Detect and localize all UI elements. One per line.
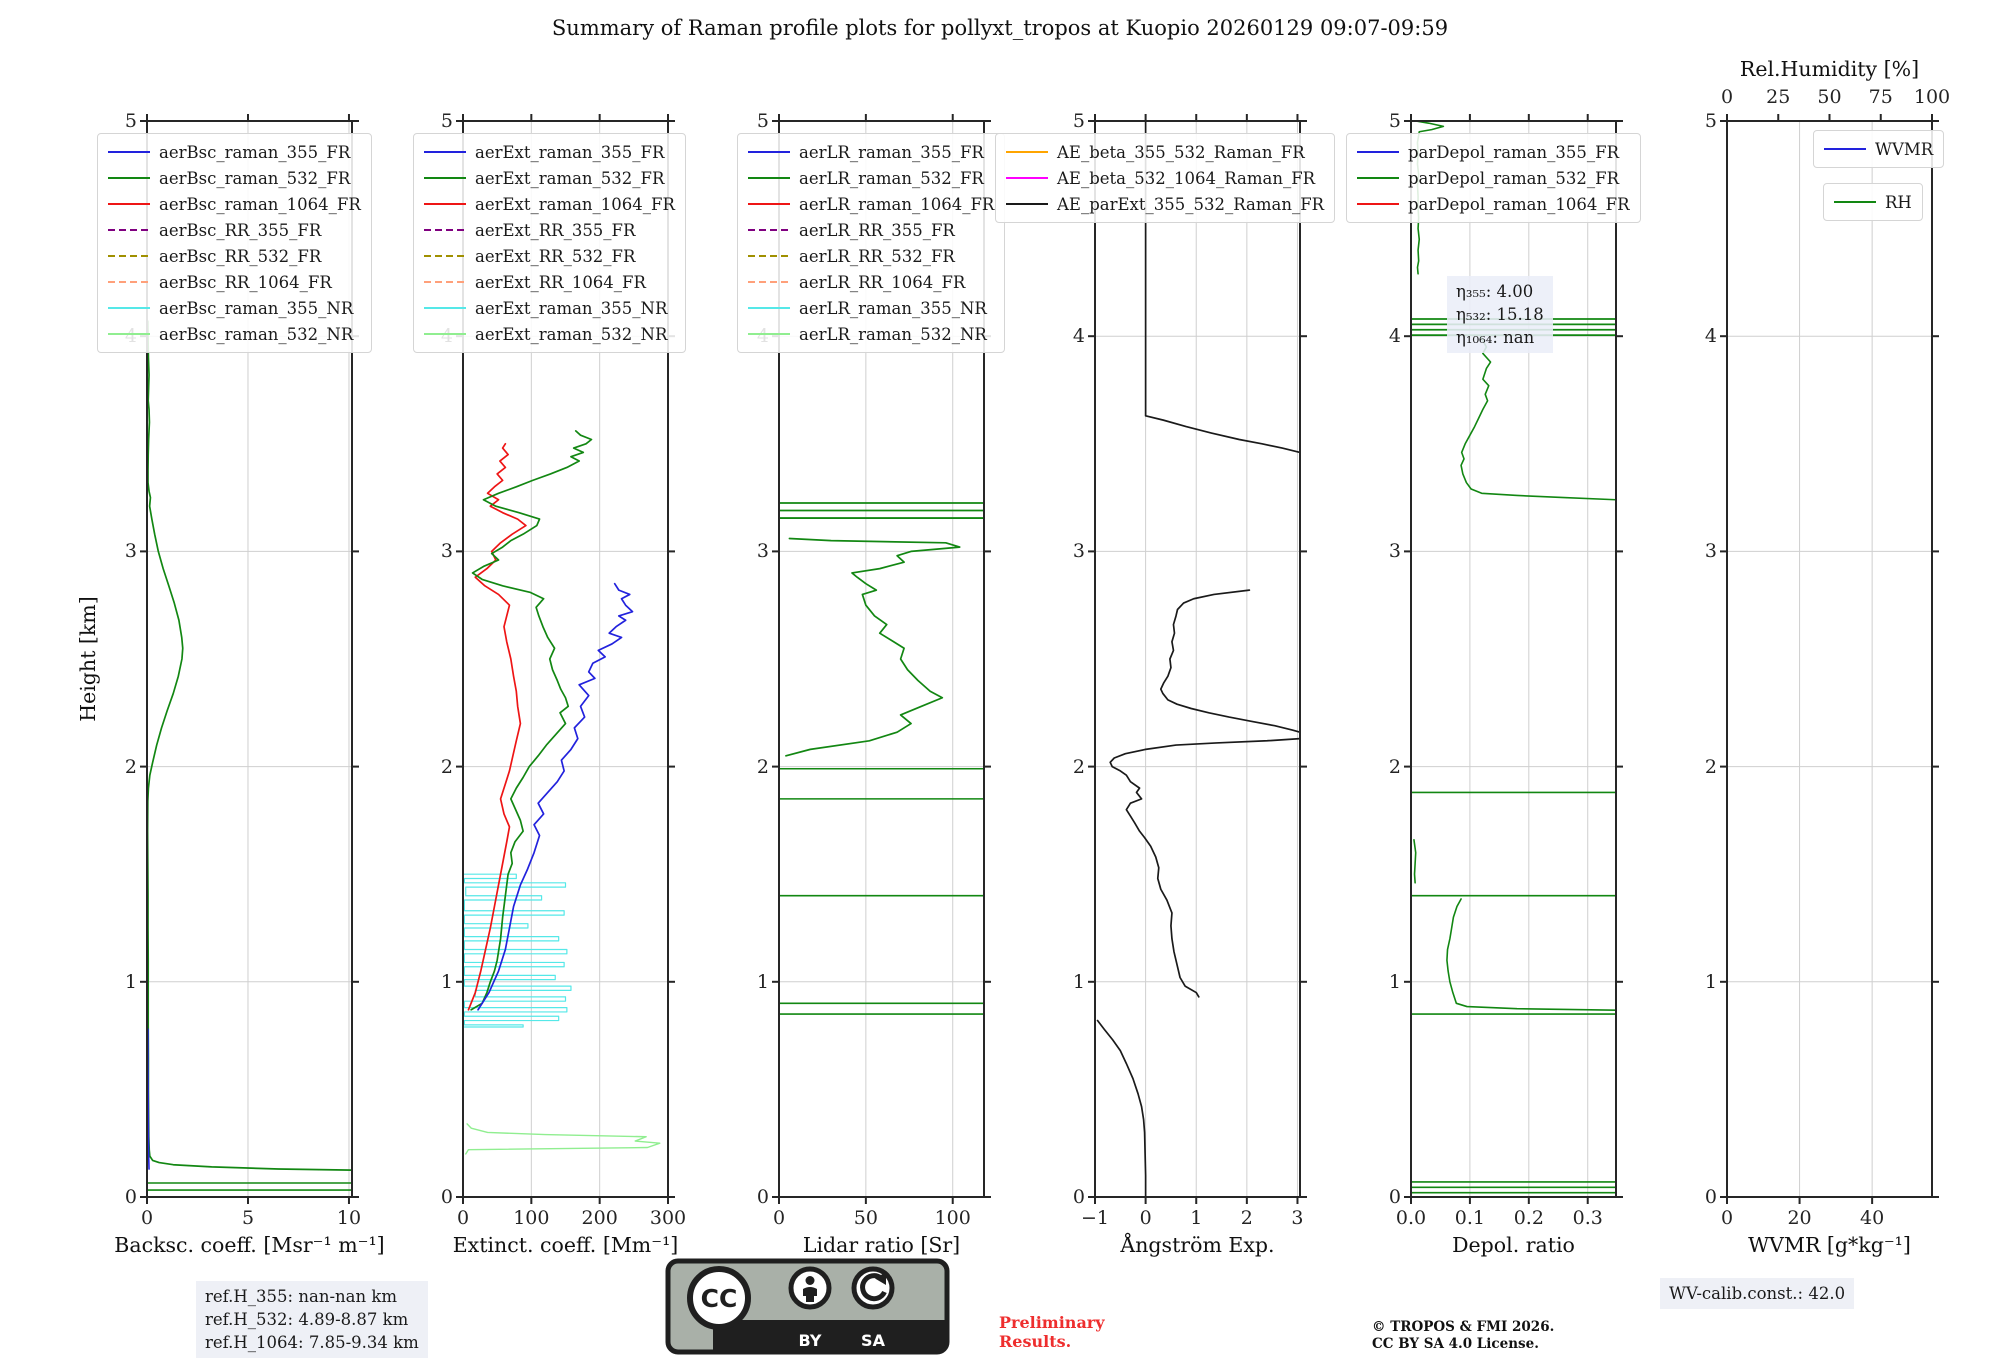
legend-line-sample	[748, 203, 790, 205]
legend-entry	[108, 269, 361, 295]
legend-line-sample	[748, 281, 790, 283]
x-tick-label: −1	[1080, 1207, 1109, 1229]
legend-line-sample	[108, 203, 150, 205]
series-line	[148, 321, 352, 1170]
legend-entry	[748, 217, 994, 243]
legend-entry	[748, 295, 994, 321]
legend-line-sample	[108, 307, 150, 309]
legend-line-sample	[424, 255, 466, 257]
series-line	[1414, 840, 1416, 883]
legend-entry-label: AE_beta_532_1064_Raman_FR	[1057, 168, 1316, 188]
legend-lidar-ratio	[737, 133, 1005, 353]
legend-line-sample	[1006, 151, 1048, 153]
legend-line-sample	[1824, 148, 1866, 150]
legend-entry-label: aerBsc_RR_532_FR	[159, 246, 322, 266]
legend-entry	[424, 269, 675, 295]
legend-entry-label: aerLR_raman_355_NR	[799, 298, 987, 318]
y-tick-label: 0	[124, 1186, 137, 1208]
legend-entry-label: aerLR_raman_532_FR	[799, 168, 984, 188]
x-tick-label: 0	[140, 1207, 154, 1229]
legend-entry	[108, 191, 361, 217]
legend-entry	[424, 217, 675, 243]
x-axis-label-backscatter: Backsc. coeff. [Msr⁻¹ m⁻¹]	[114, 1233, 385, 1257]
legend-entry-label: parDepol_raman_532_FR	[1408, 168, 1620, 188]
legend-entry	[1834, 189, 1912, 215]
legend-entry	[108, 165, 361, 191]
x-tick-label: 2	[1240, 1207, 1253, 1229]
x-tick-label: 0	[1139, 1207, 1152, 1229]
legend-line-sample	[424, 307, 466, 309]
ref-h-1064: ref.H_1064: 7.85-9.34 km	[205, 1333, 419, 1352]
x-tick-label: 0.0	[1395, 1207, 1427, 1229]
y-tick-label: 5	[1704, 110, 1717, 132]
y-tick-label: 3	[1704, 540, 1717, 563]
top-tick-label: 100	[1913, 86, 1951, 108]
legend-extinction	[413, 133, 686, 353]
legend-line-sample	[424, 177, 466, 179]
legend-entry-label: aerBsc_raman_355_NR	[159, 298, 354, 318]
legend-entry-label: aerBsc_raman_532_FR	[159, 168, 351, 188]
series-line	[1098, 1021, 1146, 1197]
y-tick-label: 4	[1072, 325, 1085, 348]
legend-entry-label: aerLR_RR_532_FR	[799, 246, 955, 266]
legend-entry	[1006, 165, 1324, 191]
y-tick-label: 1	[756, 970, 769, 993]
x-tick-label: 10	[336, 1207, 362, 1229]
legend-entry	[424, 295, 675, 321]
y-tick-label: 1	[124, 970, 137, 993]
legend-entry-label: aerExt_raman_532_NR	[475, 324, 668, 344]
legend-entry-label: aerExt_raman_355_FR	[475, 142, 665, 162]
top-axis-label: Rel.Humidity [%]	[1739, 57, 1920, 81]
series-line	[786, 538, 960, 755]
series-line	[1461, 336, 1616, 500]
x-tick-label: 100	[934, 1207, 971, 1229]
legend-entry	[108, 217, 361, 243]
legend-entry	[748, 191, 994, 217]
series-line	[1110, 739, 1300, 997]
y-tick-label: 4	[1388, 325, 1401, 348]
legend-entry	[424, 191, 675, 217]
page-title: Summary of Raman profile plots for pollyxt_tropos at Kuopio 20260129 09:07-09:59	[551, 16, 1449, 40]
legend-entry-label: AE_beta_355_532_Raman_FR	[1057, 142, 1305, 162]
y-tick-label: 2	[440, 755, 453, 778]
legend-entry	[108, 295, 361, 321]
legend-entry	[748, 321, 994, 347]
x-tick-label: 0.3	[1572, 1207, 1603, 1229]
legend-entry-label: aerLR_RR_1064_FR	[799, 272, 966, 292]
legend-entry-label: WVMR	[1875, 139, 1934, 159]
legend-line-sample	[1834, 201, 1876, 203]
legend-backscatter	[97, 133, 372, 353]
top-tick-label: 75	[1868, 86, 1893, 108]
legend-entry	[1824, 136, 1933, 162]
top-tick-label: 50	[1817, 86, 1842, 108]
y-tick-label: 0	[440, 1186, 453, 1208]
legend-entry	[1357, 139, 1630, 165]
y-tick-label: 0	[1072, 1186, 1085, 1208]
series-line	[1447, 899, 1616, 1010]
legend-line-sample	[108, 229, 150, 231]
legend-entry	[1006, 139, 1324, 165]
eta-355-value: η₃₅₅: 4.00	[1456, 282, 1534, 301]
copyright-text: © TROPOS & FMI 2026. CC BY SA 4.0 License.	[1372, 1319, 1555, 1352]
legend-entry-label: aerExt_raman_532_FR	[475, 168, 665, 188]
legend-entry	[748, 165, 994, 191]
y-tick-label: 3	[756, 540, 769, 563]
x-tick-label: 0.1	[1454, 1207, 1486, 1229]
x-tick-label: 50	[853, 1207, 878, 1229]
legend-entry	[424, 243, 675, 269]
legend-line-sample	[1006, 177, 1048, 179]
legend-wvmr	[1813, 130, 1944, 168]
legend-entry-label: aerLR_raman_1064_FR	[799, 194, 995, 214]
y-tick-label: 5	[1072, 110, 1085, 132]
legend-entry	[424, 139, 675, 165]
eta-1064-value: η₁₀₆₄: nan	[1456, 328, 1535, 347]
legend-entry-label: aerExt_RR_532_FR	[475, 246, 636, 266]
legend-line-sample	[1006, 203, 1048, 205]
cc-by-sa-badge	[665, 1258, 950, 1355]
legend-entry	[1357, 191, 1630, 217]
y-tick-label: 3	[1388, 540, 1401, 563]
legend-entry	[748, 139, 994, 165]
y-tick-label: 5	[756, 110, 769, 132]
legend-line-sample	[1357, 203, 1399, 205]
y-tick-label: 2	[1704, 755, 1717, 778]
legend-entry	[108, 139, 361, 165]
eta-532-value: η₅₃₂: 15.18	[1456, 305, 1544, 324]
y-tick-label: 0	[1704, 1186, 1717, 1208]
legend-line-sample	[108, 151, 150, 153]
legend-line-sample	[748, 255, 790, 257]
x-axis-label-lidar-ratio: Lidar ratio [Sr]	[802, 1233, 961, 1257]
y-tick-label: 0	[756, 1186, 769, 1208]
eta-annotation-box	[1447, 276, 1553, 353]
legend-entry	[424, 321, 675, 347]
y-tick-label: 5	[440, 110, 453, 132]
legend-line-sample	[108, 281, 150, 283]
legend-entry-label: aerExt_RR_1064_FR	[475, 272, 646, 292]
x-tick-label: 0.2	[1513, 1207, 1544, 1229]
legend-entry-label: aerExt_raman_1064_FR	[475, 194, 675, 214]
y-tick-label: 1	[1388, 970, 1401, 993]
y-axis-label: Height [km]	[76, 596, 100, 722]
legend-entry-label: parDepol_raman_1064_FR	[1408, 194, 1630, 214]
legend-wvmr-2	[1823, 183, 1923, 221]
x-tick-label: 20	[1787, 1207, 1812, 1229]
legend-line-sample	[748, 151, 790, 153]
legend-entry-label: aerExt_raman_355_NR	[475, 298, 668, 318]
plot-angstrom	[1083, 109, 1312, 1209]
y-tick-label: 3	[1072, 540, 1085, 563]
legend-depol-ratio	[1346, 133, 1641, 223]
legend-line-sample	[108, 177, 150, 179]
legend-line-sample	[424, 229, 466, 231]
ref-h-355: ref.H_355: nan-nan km	[205, 1287, 397, 1306]
x-tick-label: 3	[1291, 1207, 1304, 1229]
legend-entry-label: aerBsc_raman_355_FR	[159, 142, 351, 162]
ref-h-532: ref.H_532: 4.89-8.87 km	[205, 1310, 409, 1329]
y-tick-label: 2	[1072, 755, 1085, 778]
series-line	[1161, 590, 1300, 732]
legend-entry-label: aerBsc_RR_1064_FR	[159, 272, 332, 292]
legend-line-sample	[108, 255, 150, 257]
legend-entry-label: aerBsc_raman_532_NR	[159, 324, 354, 344]
top-tick-label: 0	[1720, 86, 1734, 108]
x-tick-label: 200	[581, 1207, 618, 1229]
y-tick-label: 1	[440, 970, 453, 993]
legend-entry-label: aerExt_RR_355_FR	[475, 220, 636, 240]
legend-angstrom	[995, 133, 1335, 223]
legend-entry-label: aerBsc_RR_355_FR	[159, 220, 322, 240]
legend-line-sample	[424, 151, 466, 153]
legend-line-sample	[748, 333, 790, 335]
x-tick-label: 0	[1720, 1207, 1734, 1229]
y-tick-label: 5	[1388, 110, 1401, 132]
legend-line-sample	[424, 281, 466, 283]
legend-entry	[108, 243, 361, 269]
x-tick-label: 0	[772, 1207, 786, 1229]
y-tick-label: 2	[756, 755, 769, 778]
x-axis-label-extinction: Extinct. coeff. [Mm⁻¹]	[452, 1233, 679, 1257]
x-tick-label: 0	[456, 1207, 470, 1229]
legend-entry	[1357, 165, 1630, 191]
legend-line-sample	[748, 307, 790, 309]
legend-line-sample	[1357, 177, 1399, 179]
svg-text:BY: BY	[798, 1331, 822, 1350]
y-tick-label: 3	[440, 540, 453, 563]
x-axis-label-wvmr: WVMR [g*kg⁻¹]	[1748, 1233, 1911, 1257]
legend-entry-label: AE_parExt_355_532_Raman_FR	[1057, 194, 1325, 214]
x-axis-label-depol-ratio: Depol. ratio	[1452, 1233, 1575, 1257]
legend-line-sample	[748, 229, 790, 231]
y-tick-label: 3	[124, 540, 137, 563]
legend-entry	[108, 321, 361, 347]
legend-entry	[1006, 191, 1324, 217]
y-tick-label: 2	[124, 755, 137, 778]
y-tick-label: 2	[1388, 755, 1401, 778]
y-tick-label: 5	[124, 110, 137, 132]
legend-entry	[748, 243, 994, 269]
legend-line-sample	[424, 333, 466, 335]
legend-entry	[424, 165, 675, 191]
plot-wvmr	[1715, 109, 1944, 1209]
legend-entry-label: aerLR_RR_355_FR	[799, 220, 955, 240]
legend-entry-label: parDepol_raman_355_FR	[1408, 142, 1620, 162]
x-tick-label: 40	[1860, 1207, 1885, 1229]
x-tick-label: 5	[241, 1207, 255, 1229]
legend-entry	[748, 269, 994, 295]
svg-text:CC: CC	[700, 1284, 738, 1313]
x-tick-label: 1	[1190, 1207, 1203, 1229]
legend-entry-label: aerBsc_raman_1064_FR	[159, 194, 361, 214]
legend-line-sample	[424, 203, 466, 205]
series-line	[468, 444, 525, 1010]
legend-line-sample	[1357, 151, 1399, 153]
series-line	[466, 1124, 660, 1154]
x-axis-label-angstrom: Ångström Exp.	[1120, 1233, 1275, 1257]
legend-entry-label: aerLR_raman_355_FR	[799, 142, 984, 162]
preliminary-results-stamp: Preliminary Results.	[999, 1313, 1105, 1351]
y-tick-label: 0	[1388, 1186, 1401, 1208]
top-tick-label: 25	[1766, 86, 1791, 108]
y-tick-label: 1	[1704, 970, 1717, 993]
y-tick-label: 4	[1704, 325, 1717, 348]
legend-line-sample	[108, 333, 150, 335]
plot-depol-ratio	[1399, 109, 1628, 1209]
wv-calib-box: WV-calib.const.: 42.0	[1660, 1278, 1854, 1309]
y-tick-label: 1	[1072, 970, 1085, 993]
x-tick-label: 100	[513, 1207, 550, 1229]
reference-height-box	[196, 1281, 428, 1358]
legend-line-sample	[748, 177, 790, 179]
svg-text:SA: SA	[861, 1331, 885, 1350]
legend-entry-label: RH	[1885, 192, 1912, 212]
x-tick-label: 300	[649, 1207, 687, 1229]
legend-entry-label: aerLR_raman_532_NR	[799, 324, 987, 344]
